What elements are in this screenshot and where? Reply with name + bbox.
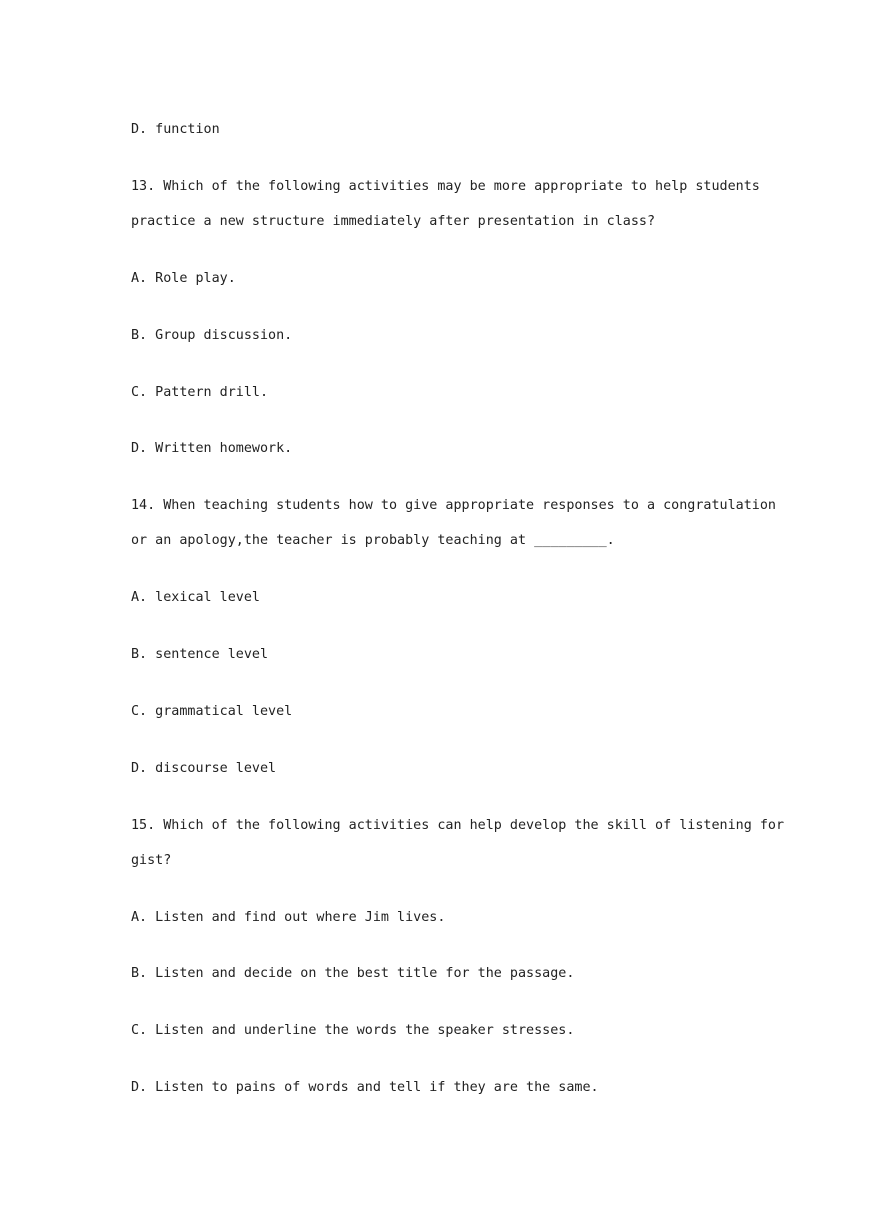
- q13-stem-line-1: 13. Which of the following activities may be more appropriate to help students: [131, 179, 760, 194]
- q15-stem-line-2: gist?: [131, 853, 172, 868]
- q15-stem-line-1: 15. Which of the following activities can help develop the skill of listening for: [131, 818, 785, 833]
- q13-option-b: B. Group discussion.: [131, 328, 293, 343]
- q15-option-d: D. Listen to pains of words and tell if they are the same.: [131, 1080, 599, 1095]
- q12-option-d: D. function: [131, 122, 220, 137]
- q14-stem-line-2: or an apology,the teacher is probably teaching at _________.: [131, 533, 615, 548]
- q15-option-b: B. Listen and decide on the best title for the passage.: [131, 966, 575, 981]
- q14-option-c: C. grammatical level: [131, 704, 293, 719]
- q14-option-d: D. discourse level: [131, 761, 277, 776]
- q13-option-c: C. Pattern drill.: [131, 385, 269, 400]
- q14-option-a: A. lexical level: [131, 590, 260, 605]
- q13-stem-line-2: practice a new structure immediately after presentation in class?: [131, 214, 656, 229]
- q13-option-d: D. Written homework.: [131, 441, 293, 456]
- q14-option-b: B. sentence level: [131, 647, 269, 662]
- q15-option-c: C. Listen and underline the words the speaker stresses.: [131, 1023, 575, 1038]
- q14-stem-line-1: 14. When teaching students how to give appropriate responses to a congratulation: [131, 498, 776, 513]
- q15-option-a: A. Listen and find out where Jim lives.: [131, 910, 446, 925]
- q13-option-a: A. Role play.: [131, 271, 236, 286]
